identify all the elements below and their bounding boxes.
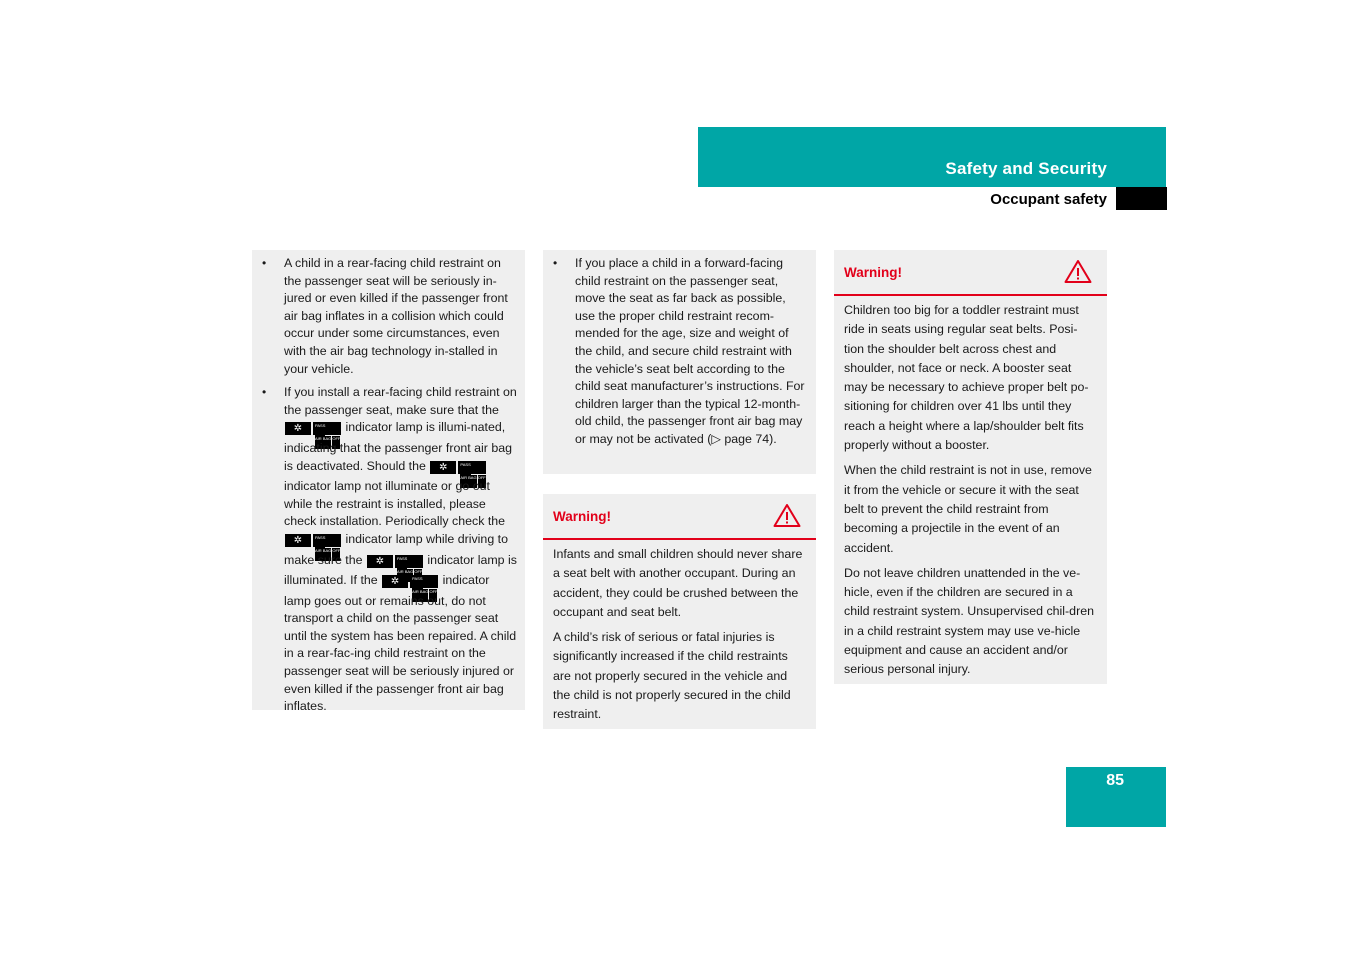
list-item-text: If you install a rear-facing child restraint on the passenger seat, make sure that the (284, 385, 517, 417)
pass-airbag-off-lamp-icon (285, 534, 341, 552)
warning-paragraph: Infants and small children should never share a seat belt with another occupant. During an accident, they could be crushed between the occupant and seat belt. (553, 547, 803, 619)
list-item (261, 384, 517, 716)
warning-box-infants (543, 494, 816, 729)
list-item (261, 255, 517, 378)
airbag-figure-icon: ✲ (382, 575, 408, 588)
bullet-marker: • (262, 256, 267, 270)
list-item-text: If you place a child in a forward-facing child restraint on the passenger seat, move the seat as far back as possible, use the proper child restraint recom-mended for the age, size and weight of the child, and secure child restraint with the vehicle’s seat belt according to the child seat manufacturer’s instructions. For children larger than the typical 12-month-old child, the passenger front air bag may or may not be activated (▷ page 74). (575, 256, 805, 446)
bullet-panel-middle (543, 250, 816, 474)
section-title: Safety and Security (945, 159, 1107, 178)
warning-triangle-icon (773, 503, 801, 528)
bullet-marker: • (553, 256, 558, 270)
pass-airbag-off-lamp-icon (430, 461, 486, 479)
list-item-text: indicator lamp is illumi-nated, indicating that the passenger front air bag is deactivated. Should the (284, 420, 512, 473)
list-item-text: A child in a rear-facing child restraint on the passenger seat will be seriously in-jured or even killed if the passenger front air bag inflates in a collision which could occur under some circumstances, even with the air bag technology in-stalled in your vehicle. (284, 256, 508, 376)
warning-paragraph: When the child restraint is not in use, remove it from the vehicle or secure it with the seat belt to prevent the child restraint from becoming a projectile in the event of an accident. (844, 463, 1092, 555)
subsection-title: Occupant safety (990, 191, 1107, 208)
airbag-figure-icon: ✲ (430, 461, 456, 474)
list-item (552, 255, 808, 449)
lamp-label: PASS AIR BAG OFF (313, 422, 341, 435)
lamp-label: PASS AIR BAG OFF (458, 461, 486, 474)
list-item-text: indicator lamp is illuminated. If the (284, 552, 517, 588)
lamp-label: PASS AIR BAG OFF (313, 534, 341, 547)
warning-body (834, 296, 1107, 680)
warning-title: Warning! (844, 265, 902, 280)
page-number: 85 (1106, 772, 1124, 789)
lamp-label: PASS AIR BAG OFF (395, 555, 423, 568)
lamp-label: PASS AIR BAG OFF (410, 575, 438, 588)
list-item-text: indicator lamp not illuminate or go out while the restraint is installed, please check installation. Periodically check the (284, 479, 506, 529)
pass-airbag-off-lamp-icon (367, 555, 423, 573)
header-tab-marker (1116, 187, 1167, 210)
warning-body (543, 540, 816, 725)
warning-title: Warning! (553, 509, 611, 524)
warning-paragraph: A child’s risk of serious or fatal injuries is significantly increased if the child restraints are not properly secured in the vehicle and the child is not properly secured in the child restraint. (553, 630, 791, 722)
bullet-list (261, 255, 517, 716)
warning-header (834, 250, 1107, 296)
airbag-figure-icon: ✲ (367, 555, 393, 568)
warning-paragraph: Do not leave children unattended in the ve-hicle, even if the children are secured in a child restraint system. Unsupervised chil-dren in a child restraint system may use ve-hicle equipment and cause an accident and/or serious personal injury. (844, 565, 1094, 677)
warning-header (543, 494, 816, 540)
airbag-figure-icon: ✲ (285, 534, 311, 547)
pass-airbag-off-lamp-icon (285, 422, 341, 440)
bullet-marker: • (262, 385, 267, 400)
warning-triangle-icon (1064, 259, 1092, 284)
list-item-text: indicator lamp goes out or remains out, do not transport a child on the passenger seat until the system has been repaired. A child in a rear-fac-ing child restraint on the passenger seat will be seriously injured or even killed if the passenger front air bag inflates. (284, 573, 517, 714)
bullet-list (552, 255, 808, 449)
warning-paragraph: Children too big for a toddler restraint must ride in seats using regular seat belts. Posi-tion the shoulder belt across chest and shoulder, not face or neck. A booster seat may be necessary to achieve proper belt po-sitioning for children over 41 lbs until they reach a height where a lap/shoulder belt fits properly without a booster. (844, 303, 1089, 453)
pass-airbag-off-lamp-icon (382, 575, 438, 593)
warning-box-older-children (834, 250, 1107, 684)
list-item-text: indicator lamp while driving to make sure the (284, 531, 508, 567)
bullet-panel-left (252, 250, 525, 714)
airbag-figure-icon: ✲ (285, 422, 311, 435)
